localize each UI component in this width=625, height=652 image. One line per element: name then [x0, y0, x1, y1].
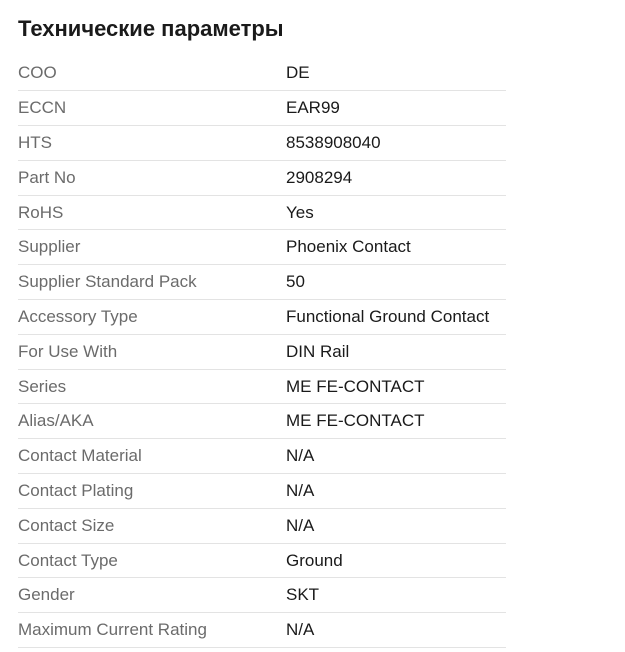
spec-row-eccn [18, 91, 506, 126]
spec-label: HTS [18, 132, 52, 152]
spec-row-hts [18, 126, 506, 161]
spec-value: N/A [286, 515, 315, 535]
spec-value: Ground [286, 550, 343, 570]
spec-value: Yes [286, 202, 314, 222]
spec-value: SKT [286, 585, 320, 605]
spec-label: Series [18, 376, 67, 396]
spec-row-supplier-standard-pack [18, 265, 506, 300]
spec-row-for-use-with [18, 334, 506, 369]
technical-specs-panel [18, 12, 506, 648]
spec-label: Alias/AKA [18, 411, 94, 431]
spec-row-gender [18, 578, 506, 613]
spec-label: Accessory Type [18, 306, 138, 326]
spec-value: Phoenix Contact [286, 237, 411, 257]
spec-label: Contact Plating [18, 480, 134, 500]
spec-value: N/A [286, 620, 315, 640]
spec-label: Contact Type [18, 550, 118, 570]
spec-row-contact-material [18, 439, 506, 474]
spec-label: Contact Size [18, 515, 115, 535]
spec-label: Part No [18, 167, 76, 187]
spec-label: COO [18, 63, 57, 83]
spec-row-coo [18, 56, 506, 91]
spec-row-supplier [18, 230, 506, 265]
spec-row-part-no [18, 160, 506, 195]
spec-label: Supplier Standard Pack [18, 272, 197, 292]
spec-value: EAR99 [286, 98, 340, 118]
spec-row-maximum-current-rating [18, 613, 506, 648]
spec-value: Functional Ground Contact [286, 306, 490, 326]
spec-value: 8538908040 [286, 132, 381, 152]
spec-value: DE [286, 63, 310, 83]
spec-label: Supplier [18, 237, 81, 257]
spec-label: ECCN [18, 98, 67, 118]
spec-row-contact-type [18, 543, 506, 578]
spec-value: N/A [286, 446, 315, 466]
spec-label: Contact Material [18, 446, 142, 466]
spec-value: 2908294 [286, 167, 353, 187]
spec-row-contact-plating [18, 474, 506, 509]
spec-label: Maximum Current Rating [18, 620, 207, 640]
spec-value: ME FE-CONTACT [286, 411, 425, 431]
specs-table [18, 56, 506, 648]
spec-value: N/A [286, 480, 315, 500]
spec-row-alias-aka [18, 404, 506, 439]
spec-value: 50 [286, 272, 305, 292]
spec-label: For Use With [18, 341, 118, 361]
section-title: Технические параметры [18, 16, 284, 41]
spec-value: DIN Rail [286, 341, 350, 361]
spec-value: ME FE-CONTACT [286, 376, 425, 396]
spec-row-contact-size [18, 508, 506, 543]
spec-row-rohs [18, 195, 506, 230]
spec-label: Gender [18, 585, 75, 605]
spec-row-series [18, 369, 506, 404]
spec-row-accessory-type [18, 300, 506, 335]
spec-label: RoHS [18, 202, 64, 222]
